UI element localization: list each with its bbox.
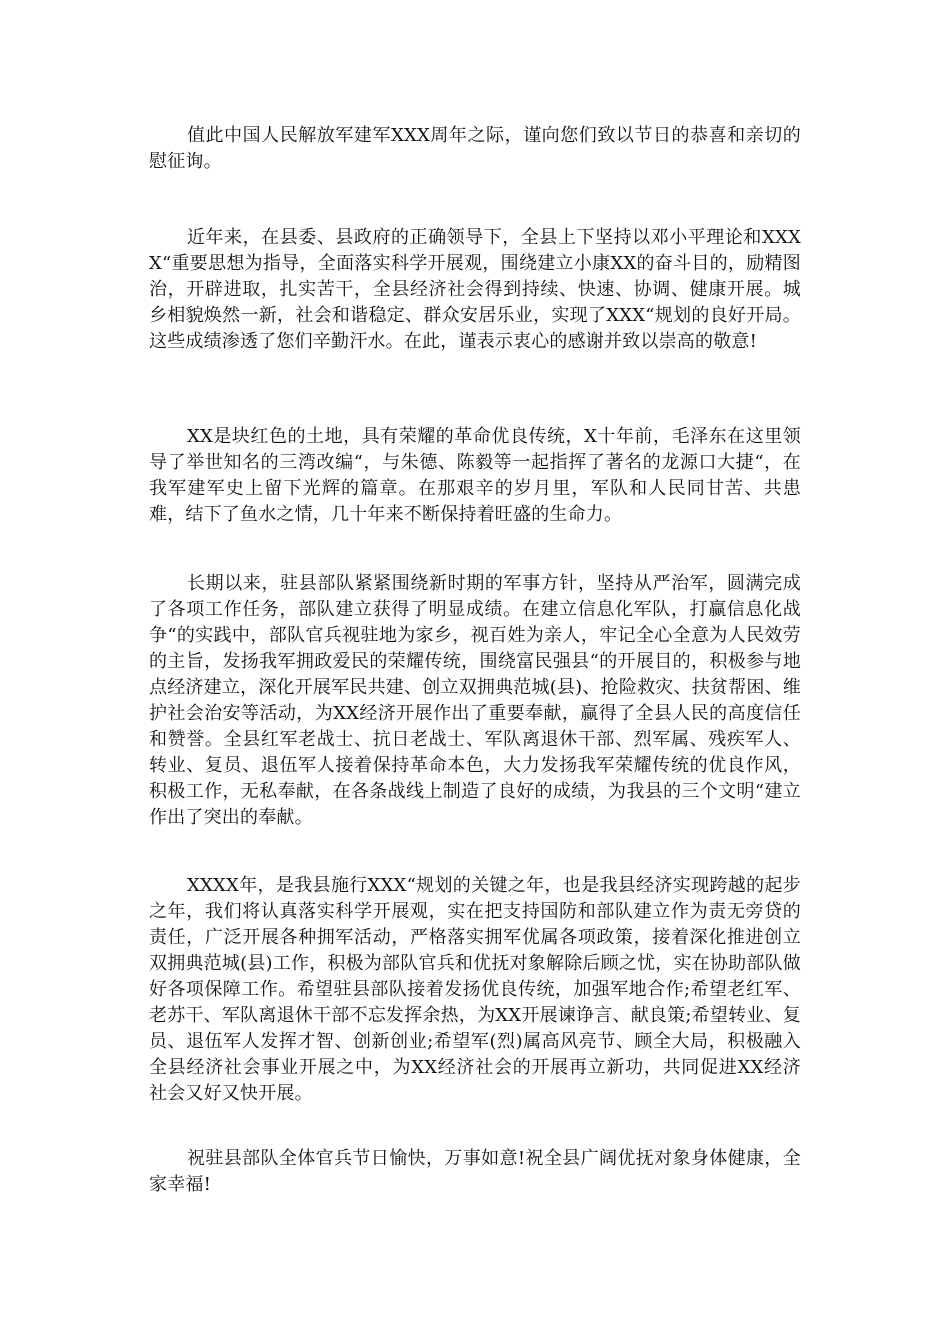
- paragraph-red-land-history: XX是块红色的土地，具有荣耀的革命优良传统，X十年前，毛泽东在这里领导了举世知名的三湾改编“，与朱德、陈毅等一起指挥了著名的龙源口大捷“，在我军建军史上留下光辉的篇章。在那艰辛的岁月里，军队和人民同甘苦、共患难，结下了鱼水之情，几十年来不断保持着旺盛的生命力。: [149, 426, 801, 525]
- paragraph-closing-wishes: 祝驻县部队全体官兵节日愉快，万事如意!祝全县广阔优抚对象身体健康，全家幸福!: [149, 1148, 801, 1195]
- paragraph-achievements: 近年来，在县委、县政府的正确领导下，全县上下坚持以邓小平理论和XXXX“重要思想为指导，全面落实科学开展观，围绕建立小康XX的奋斗目的，励精图治，开辟进取，扎实苦干，全县经济社会得到持续、快速、协调、健康开展。城乡相貌焕然一新，社会和谐稳定、群众安居乐业，实现了XXX“规划的良好开局。这些成绩渗透了您们辛勤汗水。在此，谨表示衷心的感谢并致以崇高的敬意!: [149, 227, 801, 352]
- paragraph-future-plans: XXXX年，是我县施行XXX“规划的关键之年，也是我县经济实现跨越的起步之年，我们将认真落实科学开展观，实在把支持国防和部队建立作为责无旁贷的责任，广泛开展各种拥军活动，严格落实拥军优属各项政策，接着深化推进创立双拥典范城(县)工作，积极为部队官兵和优抚对象解除后顾之忧，实在协助部队做好各项保障工作。希望驻县部队接着发扬优良传统，加强军地合作;希望老红军、老苏干、军队离退休干部不忘发挥余热，为XX开展谏诤言、献良策;希望转业、复员、退伍军人发挥才智、创新创业;希望军(烈)属高风亮节、顾全大局，积极融入全县经济社会事业开展之中，为XX经济社会的开展再立新功，共同促进XX经济社会又好又快开展。: [149, 875, 801, 1104]
- paragraph-troop-contributions: 长期以来，驻县部队紧紧围绕新时期的军事方针，坚持从严治军，圆满完成了各项工作任务，部队建立获得了明显成绩。在建立信息化军队，打赢信息化战争“的实践中，部队官兵视驻地为家乡，视百姓为亲人，牢记全心全意为人民效劳的主旨，发扬我军拥政爱民的荣耀传统，围绕富民强县“的开展目的，积极参与地点经济建立，深化开展军民共建、创立双拥典范城(县)、抢险救灾、扶贫帮困、维护社会治安等活动，为XX经济开展作出了重要奉献，赢得了全县人民的高度信任和赞誉。全县红军老战士、抗日老战士、军队离退休干部、烈军属、残疾军人、转业、复员、退伍军人接着保持革命本色，大力发扬我军荣耀传统的优良作风，积极工作，无私奉献，在各条战线上制造了良好的成绩，为我县的三个文明“建立作出了突出的奉献。: [149, 573, 801, 828]
- paragraph-greeting: 值此中国人民解放军建军XXX周年之际，谨向您们致以节日的恭喜和亲切的慰征询。: [149, 125, 801, 172]
